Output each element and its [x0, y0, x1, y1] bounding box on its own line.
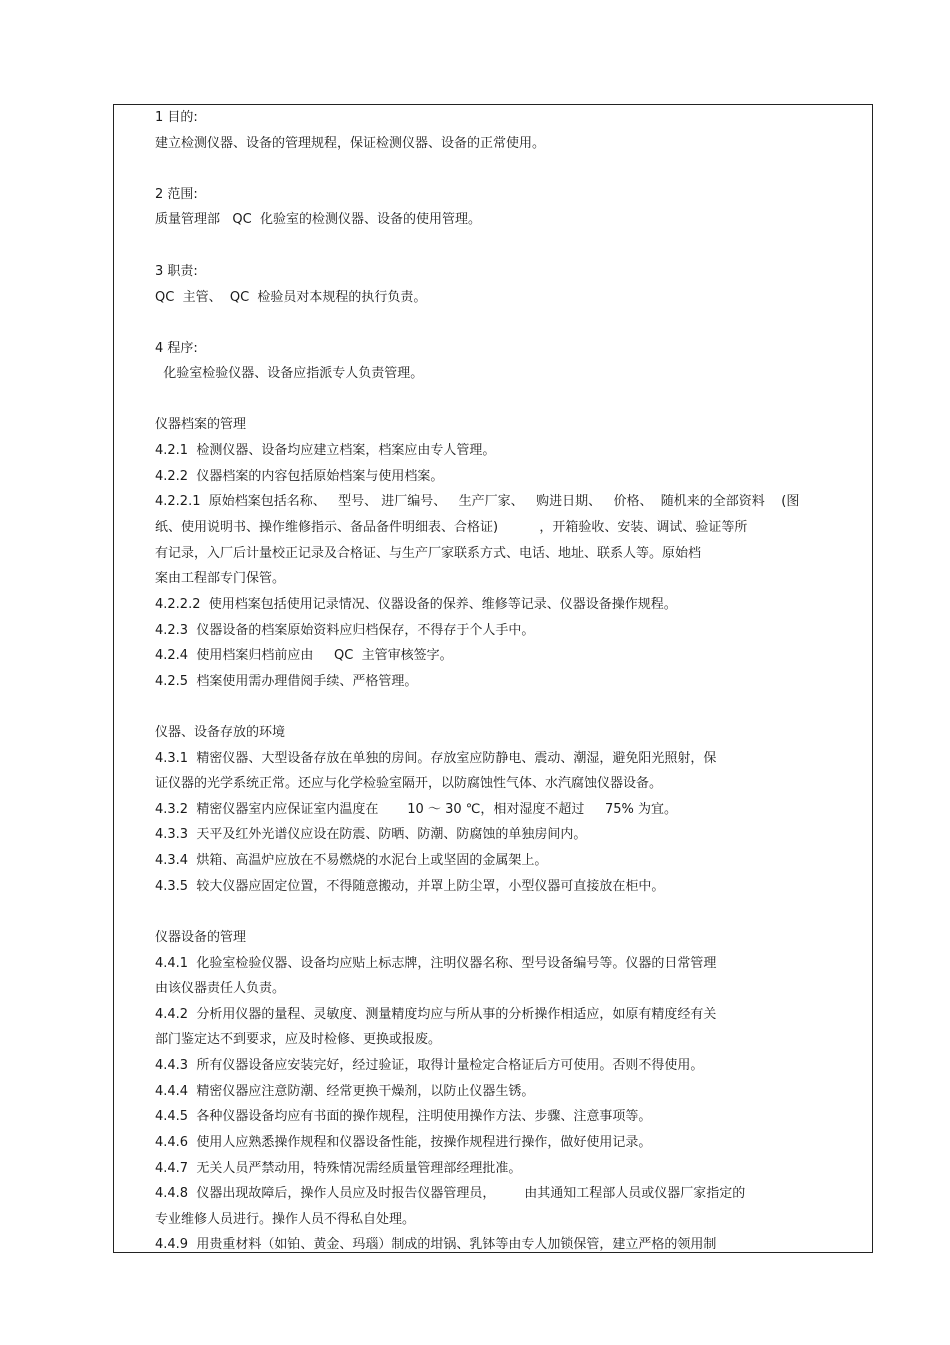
paragraph-line: 专业维修人员进行。操作人员不得私自处理。: [155, 1212, 416, 1227]
paragraph-line: 4.4.5 各种仪器设备均应有书面的操作规程，注明使用操作方法、步骤、注意事项等。: [155, 1109, 652, 1124]
section-2-heading: 2 范围:: [155, 187, 198, 202]
paragraph-line: 4.3.2 精密仪器室内应保证室内温度在 10 ～ 30 ℃，相对湿度不超过 75% 为宜。: [155, 802, 678, 817]
paragraph-line: 案由工程部专门保管。: [155, 571, 286, 586]
paragraph-line: 化验室检验仪器、设备应指派专人负责管理。: [155, 366, 424, 381]
paragraph-line: 4.4.2 分析用仪器的量程、灵敏度、测量精度均应与所从事的分析操作相适应，如原有精度经有关: [155, 1007, 717, 1022]
paragraph-line: 4.4.9 用贵重材料（如铂、黄金、玛瑙）制成的坩锅、乳钵等由专人加锁保管，建立严格的领用制: [155, 1237, 717, 1252]
paragraph-line: 4.4.7 无关人员严禁动用，特殊情况需经质量管理部经理批准。: [155, 1161, 522, 1176]
paragraph-line: 4.2.3 仪器设备的档案原始资料应归档保存，不得存于个人手中。: [155, 623, 535, 638]
paragraph-line: 4.4.6 使用人应熟悉操作规程和仪器设备性能，按操作规程进行操作，做好使用记录。: [155, 1135, 652, 1150]
paragraph-line: 证仪器的光学系统正常。还应与化学检验室隔开，以防腐蚀性气体、水汽腐蚀仪器设备。: [155, 776, 663, 791]
paragraph-line: 4.2.5 档案使用需办理借阅手续、严格管理。: [155, 674, 418, 689]
paragraph-line: 4.3.4 烘箱、高温炉应放在不易燃烧的水泥台上或坚固的金属架上。: [155, 853, 548, 868]
paragraph-line: 4.4.8 仪器出现故障后，操作人员应及时报告仪器管理员， 由其通知工程部人员或仪器厂家指定的: [155, 1186, 746, 1201]
section-4-heading: 4 程序:: [155, 341, 198, 356]
paragraph-line: 4.3.3 天平及红外光谱仪应设在防震、防晒、防潮、防腐蚀的单独房间内。: [155, 827, 587, 842]
paragraph-line: 有记录，入厂后计量校正记录及合格证、与生产厂家联系方式、电话、地址、联系人等。原始档: [155, 546, 702, 561]
paragraph-line: 4.2.2.2 使用档案包括使用记录情况、仪器设备的保养、维修等记录、仪器设备操作规程。: [155, 597, 677, 612]
subsection-heading-environment: 仪器、设备存放的环境: [155, 725, 286, 740]
subsection-heading-archive: 仪器档案的管理: [155, 417, 247, 432]
document-frame: [113, 104, 873, 1253]
paragraph-line: 4.2.1 检测仪器、设备均应建立档案，档案应由专人管理。: [155, 443, 496, 458]
section-3-heading: 3 职责:: [155, 264, 198, 279]
section-1-heading: 1 目的:: [155, 110, 198, 125]
section-3-text: QC 主管、 QC 检验员对本规程的执行负责。: [155, 290, 427, 305]
paragraph-line: 4.4.4 精密仪器应注意防潮、经常更换干燥剂，以防止仪器生锈。: [155, 1084, 535, 1099]
paragraph-line: 4.3.1 精密仪器、大型设备存放在单独的房间。存放室应防静电、震动、潮湿，避免阳光照射，保: [155, 751, 717, 766]
paragraph-line: 4.2.2.1 原始档案包括名称、 型号、 进厂编号、 生产厂家、 购进日期、 价格、 随机来的全部资料 (图: [155, 494, 800, 509]
subsection-heading-equipment: 仪器设备的管理: [155, 930, 247, 945]
paragraph-line: 由该仪器责任人负责。: [155, 981, 286, 996]
paragraph-line: 4.4.3 所有仪器设备应安装完好，经过验证，取得计量检定合格证后方可使用。否则不得使用。: [155, 1058, 704, 1073]
paragraph-line: 纸、使用说明书、操作维修指示、备品备件明细表、合格证) ，开箱验收、安装、调试、验证等所: [155, 520, 748, 535]
paragraph-line: 4.4.1 化验室检验仪器、设备均应贴上标志牌，注明仪器名称、型号设备编号等。仪器的日常管理: [155, 956, 717, 971]
section-2-text: 质量管理部 QC 化验室的检测仪器、设备的使用管理。: [155, 212, 481, 227]
paragraph-line: 4.2.2 仪器档案的内容包括原始档案与使用档案。: [155, 469, 444, 484]
paragraph-line: 部门鉴定达不到要求，应及时检修、更换或报废。: [155, 1032, 442, 1047]
paragraph-line: 4.2.4 使用档案归档前应由 QC 主管审核签字。: [155, 648, 453, 663]
paragraph-line: 4.3.5 较大仪器应固定位置，不得随意搬动，并罩上防尘罩，小型仪器可直接放在柜中。: [155, 879, 665, 894]
section-1-text: 建立检测仪器、设备的管理规程，保证检测仪器、设备的正常使用。: [155, 136, 546, 151]
